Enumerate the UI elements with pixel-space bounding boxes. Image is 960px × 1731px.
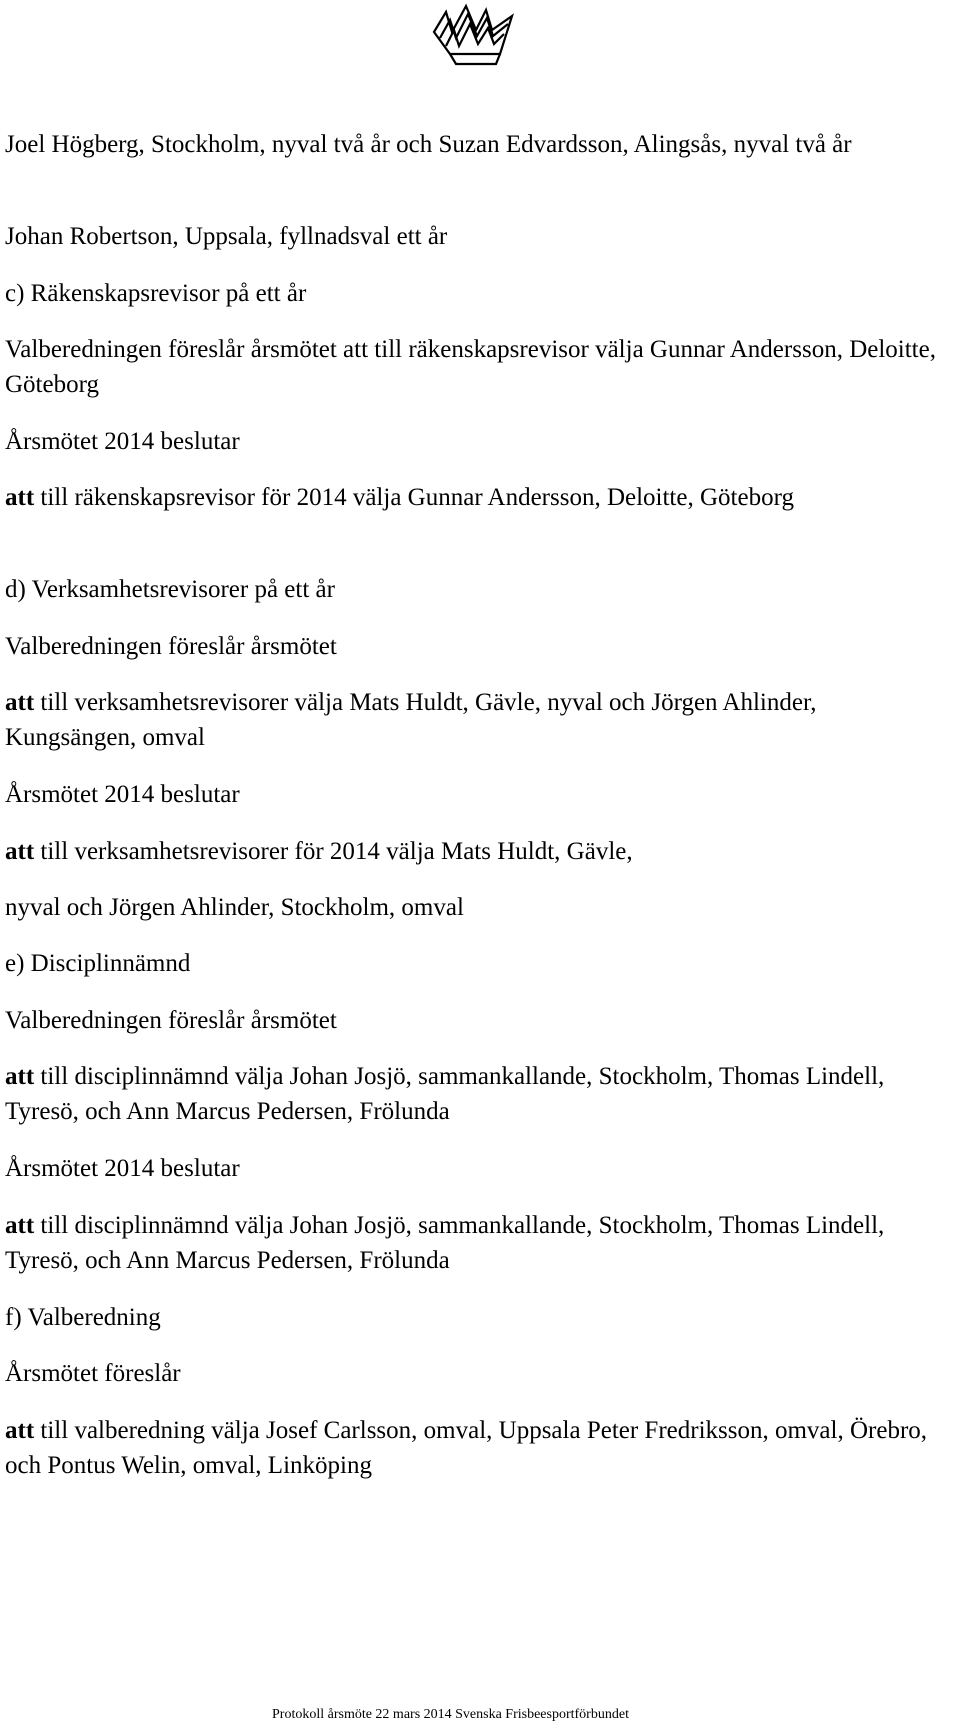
paragraph [5,1059,945,1129]
paragraph-text: Valberedningen föreslår årsmötet [5,1007,337,1034]
paragraph [5,1356,945,1391]
paragraph [5,127,945,162]
paragraph [5,1208,945,1278]
paragraph-lead: att [5,1417,35,1444]
paragraph-text: till disciplinnämnd välja Johan Josjö, sammankallande, Stockholm, Thomas Lindell, Tyresö, och Ann Marcus Pedersen, Frölunda [5,1212,885,1274]
paragraph [5,424,945,459]
section-heading [5,276,945,311]
paragraph [5,777,945,812]
paragraph [5,332,945,402]
paragraph [5,834,945,869]
paragraph [5,685,945,755]
paragraph [5,629,945,664]
paragraph [5,1413,945,1483]
paragraph [5,480,945,515]
paragraph-text: till disciplinnämnd välja Johan Josjö, sammankallande, Stockholm, Thomas Lindell, Tyresö, och Ann Marcus Pedersen, Frölunda [5,1063,885,1125]
paragraph-text: Årsmötet 2014 beslutar [5,781,240,808]
paragraph-text: Joel Högberg, Stockholm, nyval två år och Suzan Edvardsson, Alingsås, nyval två år [5,131,852,158]
paragraph-text: till verksamhetsrevisorer för 2014 välja Mats Huldt, Gävle, [34,838,633,865]
paragraph-text: till verksamhetsrevisorer välja Mats Huldt, Gävle, nyval och Jörgen Ahlinder, Kungsängen, omval [5,689,817,751]
section-heading [5,572,945,607]
crown-logo [430,2,526,68]
paragraph [5,1003,945,1038]
paragraph-text: Valberedningen föreslår årsmötet att till räkenskapsrevisor välja Gunnar Andersson, Deloitte, Göteborg [5,336,936,398]
section-heading [5,946,945,981]
paragraph-lead: att [5,1212,35,1239]
paragraph-text: c) Räkenskapsrevisor på ett år [5,280,307,307]
paragraph-text: Valberedningen föreslår årsmötet [5,633,337,660]
paragraph [5,219,945,254]
page-footer: Protokoll årsmöte 22 mars 2014 Svenska Frisbeesportförbundet [272,1707,629,1722]
paragraph-text: f) Valberedning [5,1304,161,1331]
paragraph-lead: att [5,484,35,511]
paragraph [5,890,945,925]
paragraph-text: till valberedning välja Josef Carlsson, omval, Uppsala Peter Fredriksson, omval, Örebro, och Pontus Welin, omval, Linköping [5,1417,928,1479]
section-heading [5,1300,945,1335]
paragraph-text: nyval och Jörgen Ahlinder, Stockholm, omval [5,894,464,921]
paragraph-lead: att [5,838,35,865]
paragraph-text: Årsmötet föreslår [5,1360,181,1387]
crown-icon [430,2,526,68]
paragraph-text: till räkenskapsrevisor för 2014 välja Gunnar Andersson, Deloitte, Göteborg [34,484,794,511]
paragraph-text: Årsmötet 2014 beslutar [5,1155,240,1182]
paragraph-text: Årsmötet 2014 beslutar [5,428,240,455]
paragraph-text: d) Verksamhetsrevisorer på ett år [5,576,335,603]
paragraph-text: e) Disciplinnämnd [5,950,191,977]
paragraph-text: Johan Robertson, Uppsala, fyllnadsval ett år [5,223,448,250]
paragraph-lead: att [5,1063,35,1090]
paragraph [5,1151,945,1186]
paragraph-lead: att [5,689,35,716]
